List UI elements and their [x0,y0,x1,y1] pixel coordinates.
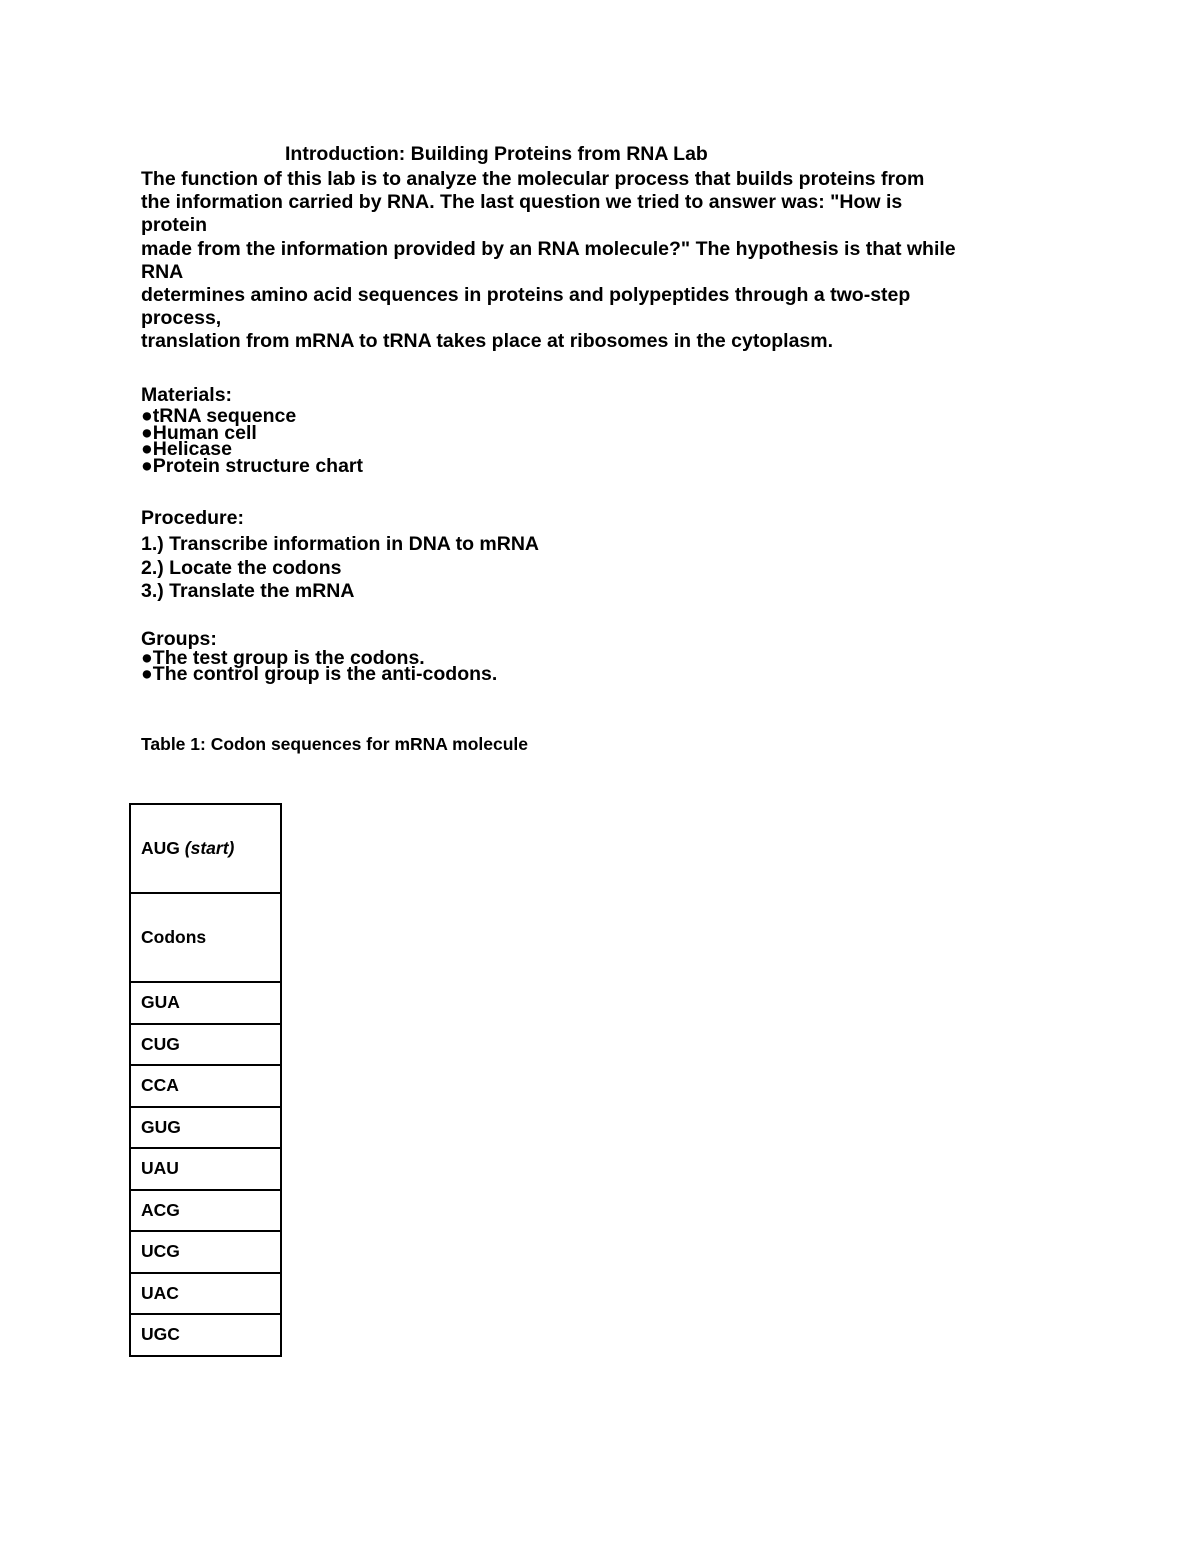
table-cell-start [130,804,281,893]
intro-line: protein [141,214,208,237]
table-row [130,804,281,893]
table-row [130,1148,281,1190]
bullet-icon: ● [141,405,153,427]
start-note: (start) [184,838,235,858]
table-cell-header: Codons [130,893,281,982]
groups-item [141,663,497,686]
intro-line: The function of this lab is to analyze the molecular process that builds proteins from [141,168,925,190]
materials-heading: Materials: [141,384,233,406]
document-title: Introduction: Building Proteins from RNA Lab [285,143,708,165]
intro-line: determines amino acid sequences in proteins and polypeptides through a two-step [141,284,911,307]
codon-table [129,803,282,1357]
codon-cell: CUG [130,1024,281,1066]
codon-cell: GUA [130,982,281,1024]
table-row [130,1273,281,1315]
groups-item-text: The control group is the anti-codons. [152,663,498,685]
bullet-icon: ● [141,663,153,685]
materials-item [141,455,363,478]
procedure-step: 3.) Translate the mRNA [141,580,355,602]
materials-item-text: Protein structure chart [152,455,363,477]
bullet-icon: ● [141,647,153,669]
codon-cell: UAC [130,1273,281,1315]
codon-cell: UGC [130,1314,281,1356]
table-row [130,1314,281,1356]
table-row [130,1024,281,1066]
table-row [130,1107,281,1149]
bullet-icon: ● [141,422,153,444]
intro-line: process, [141,307,222,330]
intro-paragraph [141,168,1061,354]
start-codon: AUG [141,838,180,858]
codon-cell: UAU [130,1148,281,1190]
groups-heading: Groups: [141,628,217,650]
codon-cell: UCG [130,1231,281,1273]
bullet-icon: ● [141,455,153,477]
table-caption: Table 1: Codon sequences for mRNA molecule [141,734,529,754]
table-row [130,1065,281,1107]
materials-item-text: tRNA sequence [152,405,297,427]
materials-item-text: Human cell [152,422,257,444]
table-row [130,982,281,1024]
table-row [130,893,281,982]
table-row [130,1231,281,1273]
intro-line: translation from mRNA to tRNA takes place at ribosomes in the cytoplasm. [141,330,834,353]
codon-cell: GUG [130,1107,281,1149]
procedure-list [141,533,539,604]
procedure-step: 2.) Locate the codons [141,556,342,579]
procedure-step: 1.) Transcribe information in DNA to mRNA [141,533,539,555]
codon-cell: ACG [130,1190,281,1232]
procedure-heading: Procedure: [141,507,244,529]
intro-line: RNA [141,260,184,283]
intro-line: made from the information provided by an RNA molecule?" The hypothesis is that while [141,237,956,260]
groups-item-text: The test group is the codons. [152,647,425,669]
materials-item-text: Helicase [152,438,232,460]
codon-cell: CCA [130,1065,281,1107]
bullet-icon: ● [141,438,153,460]
intro-line: the information carried by RNA. The last question we tried to answer was: "How is [141,191,903,214]
table-row [130,1190,281,1232]
